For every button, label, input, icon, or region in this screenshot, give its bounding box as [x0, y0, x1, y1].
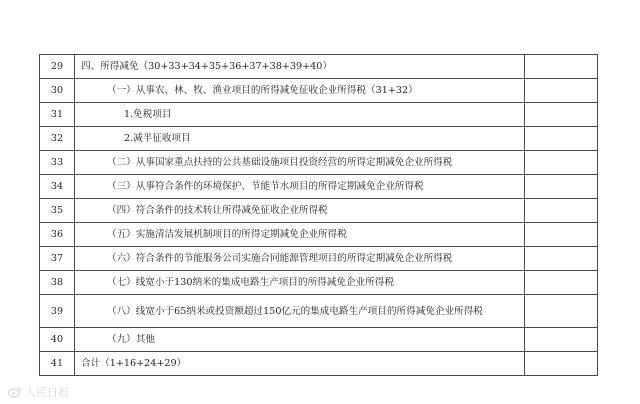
row-item-cell: [75, 352, 525, 376]
row-item-cell: [75, 295, 525, 328]
table-row: [40, 79, 598, 103]
table-row: [40, 127, 598, 151]
row-item-label: 四、所得减免（30+33+34+35+36+37+38+39+40）: [81, 61, 332, 72]
table-body: [40, 55, 598, 376]
tax-reduction-table: [39, 54, 598, 376]
row-item-cell: [75, 127, 525, 151]
row-amount: [525, 79, 598, 103]
row-item-cell: [75, 271, 525, 295]
row-number: 33: [40, 151, 75, 175]
row-item-label: （一）从事农、林、牧、渔业项目的所得减免征收企业所得税（31+32）: [107, 85, 418, 96]
table-row: [40, 175, 598, 199]
row-amount: [525, 55, 598, 79]
table-row: [40, 295, 598, 328]
row-item-label: （六）符合条件的节能服务公司实施合同能源管理项目的所得定期减免企业所得税: [107, 253, 453, 264]
row-item-label: （五）实施清洁发展机制项目的所得定期减免企业所得税: [107, 229, 347, 240]
row-number: 37: [40, 247, 75, 271]
row-item-label: 2.减半征收项目: [124, 133, 191, 144]
row-item-label: （二）从事国家重点扶持的公共基础设施项目投资经营的所得定期减免企业所得税: [107, 157, 453, 168]
row-amount: [525, 328, 598, 352]
row-amount: [525, 295, 598, 328]
table-row: [40, 328, 598, 352]
table-row: [40, 55, 598, 79]
row-amount: [525, 199, 598, 223]
row-item-label: 合计（1+16+24+29）: [81, 358, 187, 369]
weibo-logo-icon: [8, 386, 22, 398]
row-number: 34: [40, 175, 75, 199]
row-number: 41: [40, 352, 75, 376]
table-row: [40, 247, 598, 271]
row-item-cell: [75, 247, 525, 271]
row-amount: [525, 271, 598, 295]
row-number: 35: [40, 199, 75, 223]
row-number: 29: [40, 55, 75, 79]
row-item-label: 1.免税项目: [124, 109, 172, 120]
row-number: 30: [40, 79, 75, 103]
row-item-label: （三）从事符合条件的环境保护、节能节水项目的所得定期减免企业所得税: [107, 181, 424, 192]
table-row: [40, 223, 598, 247]
row-amount: [525, 103, 598, 127]
row-number: 40: [40, 328, 75, 352]
row-item-cell: [75, 151, 525, 175]
row-item-cell: [75, 103, 525, 127]
row-amount: [525, 247, 598, 271]
row-item-cell: [75, 328, 525, 352]
row-item-cell: [75, 175, 525, 199]
row-amount: [525, 151, 598, 175]
row-amount: [525, 223, 598, 247]
row-item-cell: [75, 55, 525, 79]
table-row: [40, 352, 598, 376]
row-item-cell: [75, 79, 525, 103]
row-number: 36: [40, 223, 75, 247]
row-amount: [525, 175, 598, 199]
row-number: 31: [40, 103, 75, 127]
table-row: [40, 151, 598, 175]
row-item-label: （四）符合条件的技术转让所得减免征收企业所得税: [107, 205, 328, 216]
row-item-label: （九）其他: [107, 334, 155, 345]
row-number: 38: [40, 271, 75, 295]
watermark-text: 人民日报: [25, 386, 69, 399]
row-number: 32: [40, 127, 75, 151]
table-row: [40, 199, 598, 223]
row-item-cell: [75, 223, 525, 247]
table-row: [40, 271, 598, 295]
watermark: [8, 384, 69, 400]
row-item-label: （八）线宽小于65纳米或投资额超过150亿元的集成电路生产项目的所得减免企业所得税: [107, 305, 483, 317]
row-number: 39: [40, 295, 75, 328]
row-item-label: （七）线宽小于130纳米的集成电路生产项目的所得减免企业所得税: [107, 277, 394, 288]
row-amount: [525, 352, 598, 376]
row-amount: [525, 127, 598, 151]
table-row: [40, 103, 598, 127]
row-item-cell: [75, 199, 525, 223]
